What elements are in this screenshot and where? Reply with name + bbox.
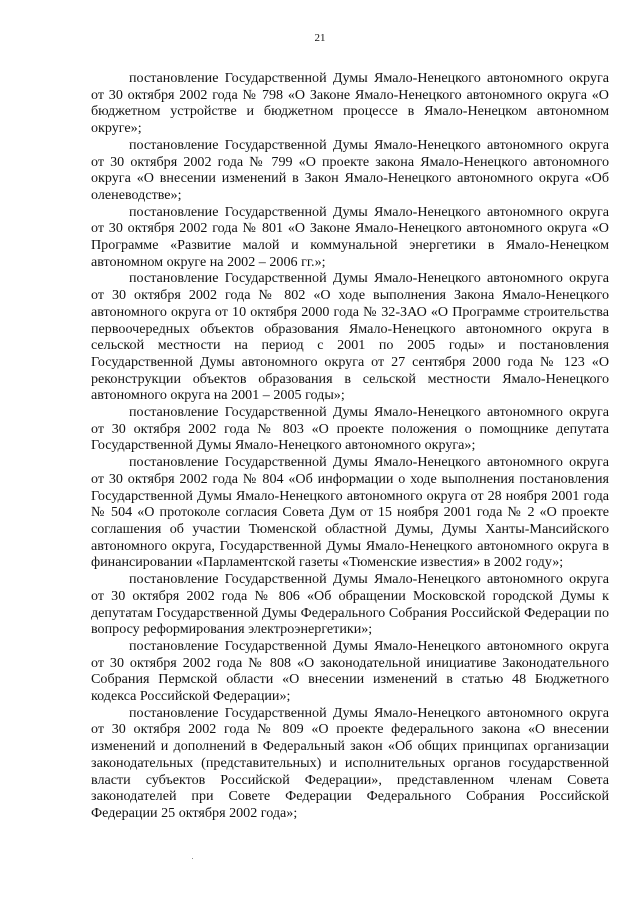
paragraph-resolution-804: постановление Государственной Думы Ямало-Ненецкого автономного округа от 30 октября 2002 года № 804 «Об информации о ходе выполнения постановления Государственной Думы Ямало-Ненецкого автономного округа от 28 ноября 2001 года № 504 «О протоколе согласия Совета Дум от 15 ноября 2001 года № 2 «О проекте соглашения об участии Тюменской областной Думы, Думы Ханты-Мансийского автономного округа, Государственной Думы Ямало-Ненецкого автономного округа в финансировании «Парламентской газеты «Тюменские известия» в 2002 году»;	[91, 454, 609, 571]
paragraph-resolution-802: постановление Государственной Думы Ямало-Ненецкого автономного округа от 30 октября 2002 года № 802 «О ходе выполнения Закона Ямало-Ненецкого автономного округа от 10 октября 2000 года № 32-ЗАО «О Программе строительства первоочередных объектов образования Ямало-Ненецкого автономного округа в сельской местности на период с 2001 по 2005 годы» и постановления Государственной Думы автономного округа от 27 сентября 2000 года № 123 «О реконструкции объектов образования в сельской местности Ямало-Ненецкого автономного округа на 2001 – 2005 годы»;	[91, 270, 609, 404]
paragraph-resolution-803: постановление Государственной Думы Ямало-Ненецкого автономного округа от 30 октября 2002 года № 803 «О проекте положения о помощнике депутата Государственной Думы Ямало-Ненецкого автономного округа»;	[91, 404, 609, 454]
page-number: 21	[314, 32, 326, 44]
document-body	[91, 70, 609, 822]
paragraph-resolution-799: постановление Государственной Думы Ямало-Ненецкого автономного округа от 30 октября 2002 года № 799 «О проекте закона Ямало-Ненецкого автономного округа «О внесении изменений в Закон Ямало-Ненецкого автономного округа «Об оленеводстве»;	[91, 136, 609, 203]
paragraph-resolution-806: постановление Государственной Думы Ямало-Ненецкого автономного округа от 30 октября 2002 года № 806 «Об обращении Московской городской Думы к депутатам Государственной Думы Федерального Собрания Российской Федерации по вопросу реформирования электроэнергетики»;	[91, 571, 609, 638]
paragraph-resolution-801: постановление Государственной Думы Ямало-Ненецкого автономного округа от 30 октября 2002 года № 801 «О Законе Ямало-Ненецкого автономного округа «О Программе «Развитие малой и коммунальной энергетики в Ямало-Ненецком автономном округе на 2002 – 2006 гг.»;	[91, 203, 609, 270]
paragraph-resolution-808: постановление Государственной Думы Ямало-Ненецкого автономного округа от 30 октября 2002 года № 808 «О законодательной инициативе Законодательного Собрания Пермской области «О внесении изменений в статью 48 Бюджетного кодекса Российской Федерации»;	[91, 637, 609, 705]
paragraph-resolution-798: постановление Государственной Думы Ямало-Ненецкого автономного округа от 30 октября 2002 года № 798 «О Законе Ямало-Ненецкого автономного округа «О бюджетном устройстве и бюджетном процессе в Ямало-Ненецком автономном округе»;	[91, 70, 609, 137]
paragraph-resolution-809: постановление Государственной Думы Ямало-Ненецкого автономного округа от 30 октября 2002 года № 809 «О проекте федерального закона «О внесении изменений и дополнений в Федеральный закон «Об общих принципах организации законодательных (представительных) и исполнительных органов государственной власти субъектов Российской Федерации», представленном членам Совета законодателей при Совете Федерации Федерального Собрания Российской Федерации 25 октября 2002 года»;	[91, 704, 609, 821]
scan-speck	[192, 858, 193, 859]
